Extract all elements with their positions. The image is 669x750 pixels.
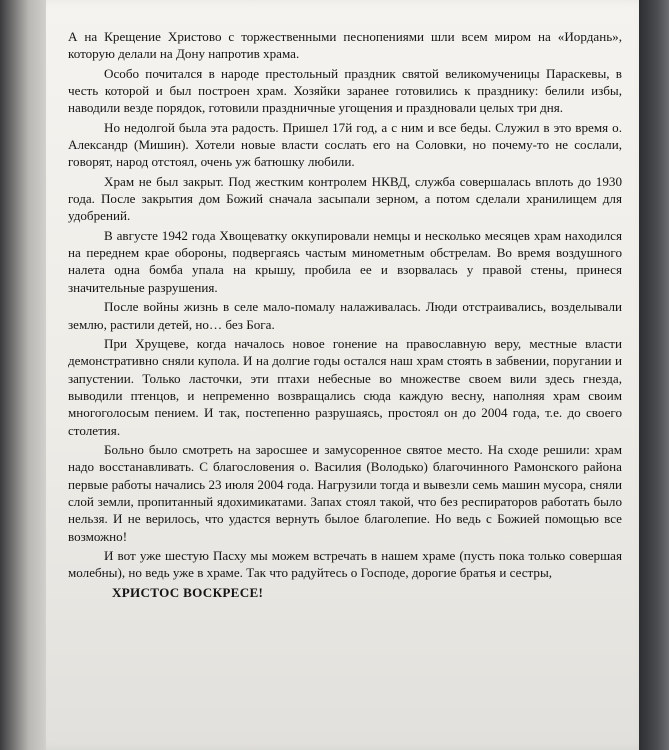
closing-line: ХРИСТОС ВОСКРЕСЕ! [112, 584, 264, 600]
document-body [68, 28, 622, 603]
paragraph-epiphany: А на Крещение Христово с торжественными песнопениями шли всем миром на «Иордань», которую делали на Дону напротив храма. [68, 29, 622, 62]
paragraph-closure: Храм не был закрыт. Под жестким контролем НКВД, служба совершалась вплоть до 1930 года. После закрытия дом Божий сначала засыпали зерном, а потом сделали хранилищем для удобрений. [68, 173, 622, 224]
paragraph-easter: И вот уже шестую Пасху мы можем встречать в нашем храме (пусть пока только совершая молебны), но ведь уже в храме. Так что радуйтесь о Господе, дорогие братья и сестры, [68, 547, 622, 581]
paragraph-restoration: Больно было смотреть на заросшее и замусоренное святое место. На сходе решили: храм надо восстанавливать. С благословения о. Василия (Володько) благочинного Рамонского района первые работы начались 23 июля 2004 года. Нагрузили тогда и вывезли семь машин мусора, сняли слой земли, пропитанный ядохимикатами. Запах стоял такой, что без респираторов работать было нельзя. И не верилось, что удастся вернуть былое благолепие. Но ведь с Божией помощью все возможно! [68, 441, 622, 544]
paragraph-after-war: После войны жизнь в селе мало-помалу налаживалась. Люди отстраивались, возделывали землю, растили детей, но… без Бога. [68, 299, 622, 332]
paragraph-year-17: Но недолгой была эта радость. Пришел 17й год, а с ним и все беды. Служил в это время о. Александр (Мишин). Хотели новые власти сослать его на Соловки, но почему-то не сослали, говорят, народ отстоял, очень уж батюшку любили. [68, 119, 622, 170]
wall-right [639, 0, 669, 750]
paragraph-patronal-feast: Особо почитался в народе престольный праздник святой великомученицы Параскевы, в честь которой и был построен храм. Хозяйки заранее готовились к празднику: белили избы, наводили везде порядок, готовили праздничные угощения и праздновали целых три дня. [68, 65, 622, 116]
wall-left [0, 0, 48, 750]
paragraph-khrushchev: При Хрущеве, когда началось новое гонение на православную веру, местные власти демонстративно сняли купола. И на долгие годы остался наш храм стоять в забвении, поругании и запустении. Только ласточки, эти птахи небесные во множестве своем вили здесь гнезда, выводили птенцов, и непременно возвращались сюда каждую весну, наполняя храм своим многоголосым пением. И так, постепенно разрушаясь, простоял он до 2004 года, т.е. до своего столетия. [68, 335, 622, 438]
paragraph-occupation-1942: В августе 1942 года Хвощеватку оккупировали немцы и несколько месяцев храм находился на переднем крае обороны, подвергаясь частым минометным обстрелам. Во время воздушного налета одна бомба упала на крышу, пробила ее и взорвалась у правой стены, принеся значительные разрушения. [68, 227, 622, 295]
